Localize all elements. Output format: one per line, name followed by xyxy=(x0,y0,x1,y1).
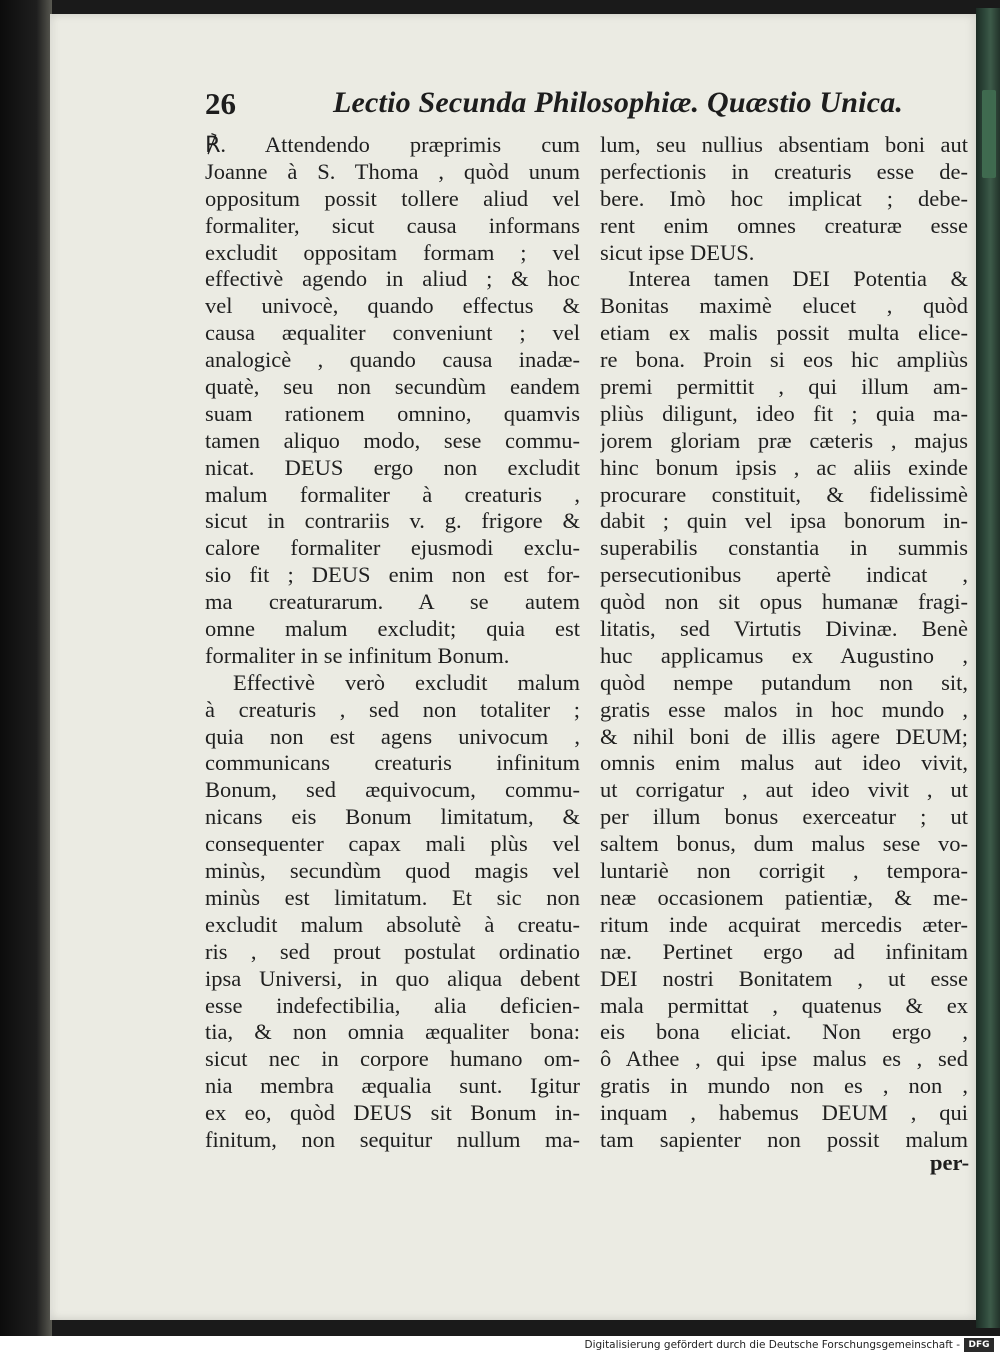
text-line: næ. Pertinet ergo ad infinitam xyxy=(600,938,968,964)
text-line: tam sapienter non possit malum xyxy=(600,1126,968,1152)
text-line: Bonitas maximè elucet , quòd xyxy=(600,293,968,319)
text-line: omne malum excludit; quia est xyxy=(205,616,580,642)
text-line: finitum, non sequitur nullum ma- xyxy=(205,1126,580,1152)
page-number: 26 xyxy=(205,86,236,121)
text-line: etiam ex malis possit multa elice- xyxy=(600,320,968,346)
text-line: jorem gloriam præ cæteris , majus xyxy=(600,427,968,453)
text-line: pliùs diligunt, ideo fit ; quia ma- xyxy=(600,400,968,426)
text-line: per illum bonus exerceatur ; ut xyxy=(600,804,968,830)
text-line: ut corrigatur , aut ideo vivit , ut xyxy=(600,777,968,803)
text-line: sicut nec in corpore humano om- xyxy=(205,1046,580,1072)
text-line: minùs est limitatum. Et sic non xyxy=(205,884,580,910)
text-line: bere. Imò hoc implicat ; debe- xyxy=(600,185,968,211)
text-line: gratis in mundo non es , non , xyxy=(600,1073,968,1099)
text-line: hinc bonum ipsis , ac aliis exinde xyxy=(600,454,968,480)
text-line: oppositum possit tollere aliud vel xyxy=(205,185,580,211)
text-line: minùs, secundùm quod magis vel xyxy=(205,858,580,884)
text-line: quia non est agens univocum , xyxy=(205,723,580,749)
book-left-edge xyxy=(0,0,52,1336)
text-line: Effectivè verò excludit malum xyxy=(233,669,580,695)
text-line: ma creaturarum. A se autem xyxy=(205,589,580,615)
text-line: suam rationem omnino, quamvis xyxy=(205,400,580,426)
text-line: effectivè agendo in aliud ; & hoc xyxy=(205,266,580,292)
text-line: sio fit ; DEUS enim non est for- xyxy=(205,562,580,588)
text-line: quòd nempe putandum non sit, xyxy=(600,669,968,695)
text-line: premi permittit , qui illum am- xyxy=(600,374,968,400)
text-line: ℟. Attendendo præprimis cum xyxy=(205,132,580,157)
text-line: communicans creaturis infinitum xyxy=(205,750,580,776)
text-line: quòd non sit opus humanæ fragi- xyxy=(600,589,968,615)
text-line: mala permittat , quatenus & ex xyxy=(600,992,968,1018)
text-line: & nihil boni de illis agere DEUM; xyxy=(600,723,968,749)
text-line: nia membra æqualia sunt. Igitur xyxy=(205,1073,580,1099)
right-text-column xyxy=(600,132,968,1154)
text-line: ex eo, quòd DEUS sit Bonum in- xyxy=(205,1100,580,1126)
dfg-logo: DFG xyxy=(964,1338,994,1352)
page-footer xyxy=(0,1336,1000,1356)
text-line: tamen aliquo modo, sese commu- xyxy=(205,427,580,453)
text-line: superabilis constantia in summis xyxy=(600,535,968,561)
text-line: formaliter in se infinitum Bonum. xyxy=(205,642,510,668)
text-line: causa æqualiter conveniunt ; vel xyxy=(205,320,580,346)
left-text-column xyxy=(205,132,580,1154)
text-line: nicans eis Bonum limitatum, & xyxy=(205,804,580,830)
text-line: inquam , habemus DEUM , qui xyxy=(600,1100,968,1126)
text-line: esse indefectibilia, alia deficien- xyxy=(205,992,580,1018)
text-line: excludit malum absolutè à creatu- xyxy=(205,911,580,937)
text-line: saltem bonus, dum malus sese vo- xyxy=(600,831,968,857)
catchword: per- xyxy=(930,1150,970,1175)
digitization-credit: Digitalisierung gefördert durch die Deutsche Forschungsgemeinschaft - xyxy=(584,1339,960,1351)
text-line: sicut in contrariis v. g. frigore & xyxy=(205,508,580,534)
text-line: nicat. DEUS ergo non excludit xyxy=(205,454,580,480)
text-line: vel univocè, quando effectus & xyxy=(205,293,580,319)
text-line: persecutionibus apertè indicat , xyxy=(600,562,968,588)
text-line: malum formaliter à creaturis , xyxy=(205,481,580,507)
text-line: sicut ipse DEUS. xyxy=(600,239,755,265)
text-line: tia, & non omnia æqualiter bona: xyxy=(205,1019,580,1045)
text-line: litatis, sed Virtutis Divinæ. Benè xyxy=(600,616,968,642)
text-line: quatè, seu non secundùm eandem xyxy=(205,374,580,400)
text-line: omnis enim malus aut ideo vivit, xyxy=(600,750,968,776)
text-line: eis bona eliciat. Non ergo , xyxy=(600,1019,968,1045)
bookmark-ribbon xyxy=(982,90,996,178)
text-line: ris , sed prout postulat ordinatio xyxy=(205,938,580,964)
text-line: Interea tamen DEI Potentia & xyxy=(628,266,968,292)
running-head: Lectio Secunda Philosophiæ. Quæstio Unica. xyxy=(333,86,904,119)
text-line: ipsa Universi, in quo aliqua debent xyxy=(205,965,580,991)
text-line: ô Athee , qui ipse malus es , sed xyxy=(600,1046,968,1072)
book-spine xyxy=(976,8,1000,1328)
text-line: re bona. Proin si eos hic ampliùs xyxy=(600,347,968,373)
text-line: neæ occasionem patientiæ, & me- xyxy=(600,884,968,910)
text-line: formaliter, sicut causa informans xyxy=(205,212,580,238)
text-line: rent enim omnes creaturæ esse xyxy=(600,212,968,238)
text-line: dabit ; quin vel ipsa bonorum in- xyxy=(600,508,968,534)
text-line: consequenter capax mali plùs vel xyxy=(205,831,580,857)
text-line: gratis esse malos in hoc mundo , xyxy=(600,696,968,722)
text-line: Bonum, sed æquivocum, commu- xyxy=(205,777,580,803)
text-line: excludit oppositam formam ; vel xyxy=(205,239,580,265)
text-line: DEI nostri Bonitatem , ut esse xyxy=(600,965,968,991)
text-line: luntariè non corrigit , tempora- xyxy=(600,858,968,884)
text-line: perfectionis in creaturis esse de- xyxy=(600,158,968,184)
text-line: à creaturis , sed non totaliter ; xyxy=(205,696,580,722)
page-header xyxy=(205,86,965,126)
text-line: Joanne à S. Thoma , quòd unum xyxy=(205,158,580,184)
text-line: lum, seu nullius absentiam boni aut xyxy=(600,132,968,157)
text-line: huc applicamus ex Augustino , xyxy=(600,642,968,668)
text-line: calore formaliter ejusmodi exclu- xyxy=(205,535,580,561)
text-line: analogicè , quando causa inadæ- xyxy=(205,347,580,373)
text-line: ritum inde acquirat mercedis æter- xyxy=(600,911,968,937)
text-line: procurare constituit, & fidelissimè xyxy=(600,481,968,507)
